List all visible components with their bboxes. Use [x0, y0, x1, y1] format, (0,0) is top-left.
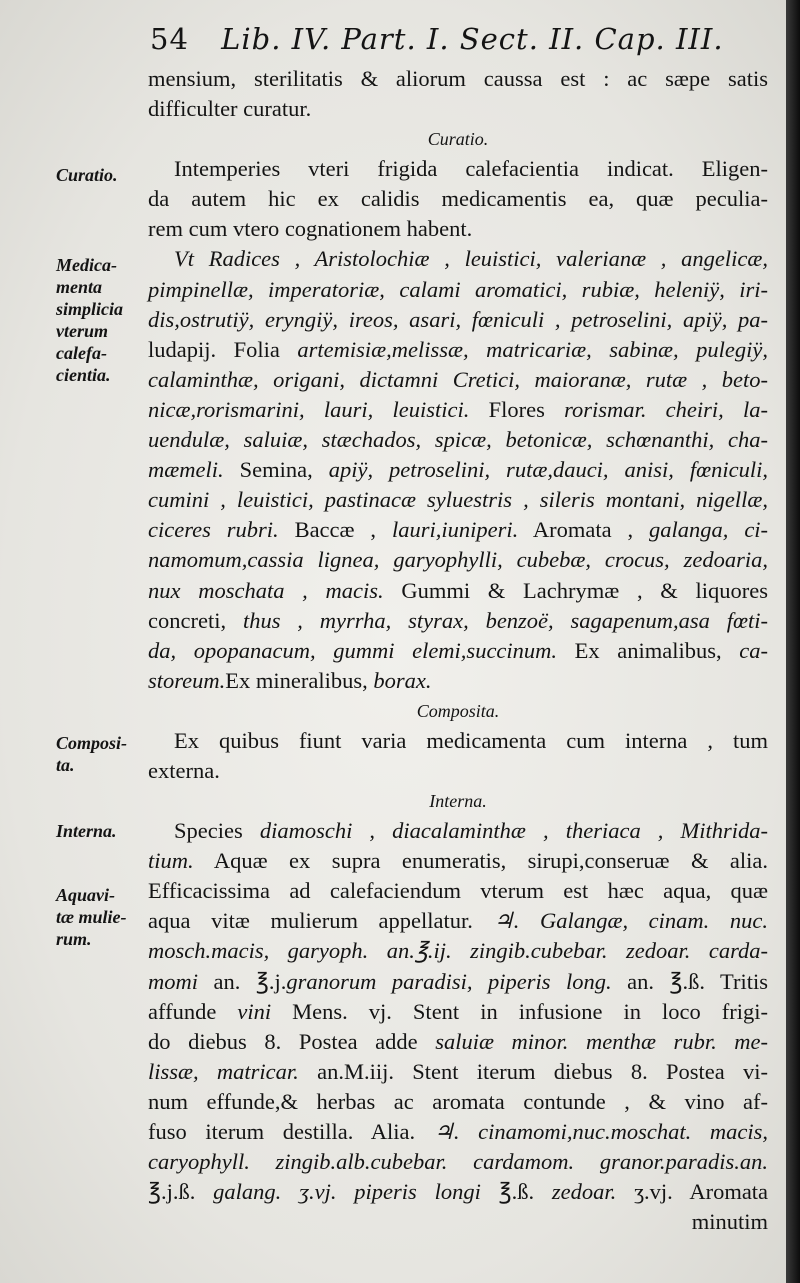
text-line: mensium, sterilitatis & aliorum caussa est : ac sæpe satis — [148, 66, 768, 91]
running-head — [150, 22, 724, 56]
text-line: ludapij. Folia artemisiæ,melissæ, matricariæ, sabinæ, pulegiÿ, — [148, 336, 769, 362]
text-line: externa. — [148, 757, 220, 783]
text-line: mæmeli. Semina, apiÿ, petroselini, rutæ,dauci, anisi, fœniculi, — [148, 457, 769, 483]
text-line: da autem hic ex calidis medicamentis ea, quæ peculia- — [148, 186, 768, 212]
text-line: dis,ostrutiÿ, eryngiÿ, ireos, asari, fœniculi , petroselini, apiÿ, pa- — [148, 306, 768, 332]
text-line: storeum.Ex mineralibus, borax. — [148, 667, 432, 693]
text-line: momi an. ℥.j.granorum paradisi, piperis long. an. ℥.ß. Tritis — [148, 968, 768, 994]
text-line: ℥.j.ß. galang. ʒ.vj. piperis longi ℥.ß. zedoar. ʒ.vj. Aromata — [148, 1179, 769, 1205]
text-line: tium. Aquæ ex supra enumeratis, sirupi,conseruæ & alia. — [148, 848, 768, 874]
text-line: fuso iterum destilla. Alia. ♃. cinamomi,nuc.moschat. macis, — [148, 1119, 769, 1144]
text-line: concreti, thus , myrrha, styrax, benzoë, sagapenum,asa fœti- — [148, 607, 768, 633]
text-line: nux moschata , macis. Gummi & Lachrymæ , & liquores — [148, 577, 768, 603]
text-line: difficulter curatur. — [148, 96, 312, 122]
text-line: Intemperies vteri frigida calefacientia indicat. Eligen- — [174, 156, 768, 182]
text-line: Species diamoschi , diacalaminthæ , theriaca , Mithrida- — [174, 818, 769, 844]
section-heading-interna: Interna. — [429, 791, 487, 812]
binding-edge — [786, 0, 800, 1283]
section-heading-composita: Composita. — [416, 700, 500, 721]
margin-note-medicamenta: Medica- menta simplicia vterum calefa- cientia. — [56, 255, 123, 385]
page-number: 54 — [150, 22, 189, 56]
text-line: lissæ, matricar. an.M.iij. Stent iterum diebus 8. Postea vi- — [148, 1058, 768, 1084]
text-line: do diebus 8. Postea adde saluiæ minor. menthæ rubr. me- — [148, 1028, 768, 1054]
catchword: minutim — [691, 1209, 768, 1235]
text-line: namomum,cassia lignea, garyophylli, cubebæ, crocus, zedoaria, — [148, 547, 768, 573]
text-line: Vt Radices , Aristolochiæ , leuistici, valerianæ , angelicæ, — [174, 246, 768, 272]
text-line: aqua vitæ mulierum appellatur. ♃. Galangæ, cinam. nuc. — [148, 908, 769, 934]
text-line: num effunde,& herbas ac aromata contunde , & vino af- — [148, 1088, 768, 1114]
text-line: rem cum vtero cognationem habent. — [148, 216, 473, 242]
running-title: Lib. IV. Part. I. Sect. II. Cap. III. — [221, 22, 724, 56]
text-line: cumini , leuistici, pastinacæ syluestris , sileris montani, nigellæ, — [148, 487, 768, 513]
section-heading-curatio: Curatio. — [427, 129, 489, 150]
text-line: affunde vini Mens. vj. Stent in infusione in loco frigi- — [148, 998, 769, 1024]
text-line: Efficacissima ad calefaciendum vterum est hæc aqua, quæ — [148, 878, 768, 904]
text-line: calaminthæ, origani, dictamni Cretici, maioranæ, rutæ , beto- — [148, 366, 768, 392]
text-line: Ex quibus fiunt varia medicamenta cum interna , tum — [174, 727, 768, 753]
text-line: nicæ,rorismarini, lauri, leuistici. Flores rorismar. cheiri, la- — [148, 396, 769, 422]
margin-note-composita: Composi- ta. — [56, 733, 128, 775]
body-text — [148, 64, 768, 1237]
margin-note-curatio: Curatio. — [56, 165, 118, 185]
text-line: caryophyll. zingib.alb.cubebar. cardamom. granor.paradis.an. — [148, 1149, 768, 1175]
text-line: uendulæ, saluiæ, stæchados, spicæ, betonicæ, schœnanthi, cha- — [148, 427, 768, 453]
text-line: ciceres rubri. Baccæ , lauri,iuniperi. Aromata , galanga, ci- — [148, 517, 769, 543]
text-line: mosch.macis, garyoph. an.℥.ij. zingib.cubebar. zedoar. carda- — [148, 938, 768, 964]
margin-note-aquavitae: Aquavi- tæ mulie- rum. — [56, 885, 127, 949]
margin-note-interna: Interna. — [56, 821, 117, 841]
text-line: da, opopanacum, gummi elemi,succinum. Ex animalibus, ca- — [148, 637, 769, 663]
text-line: pimpinellæ, imperatoriæ, calami aromatici, rubiæ, heleniÿ, iri- — [148, 276, 768, 302]
